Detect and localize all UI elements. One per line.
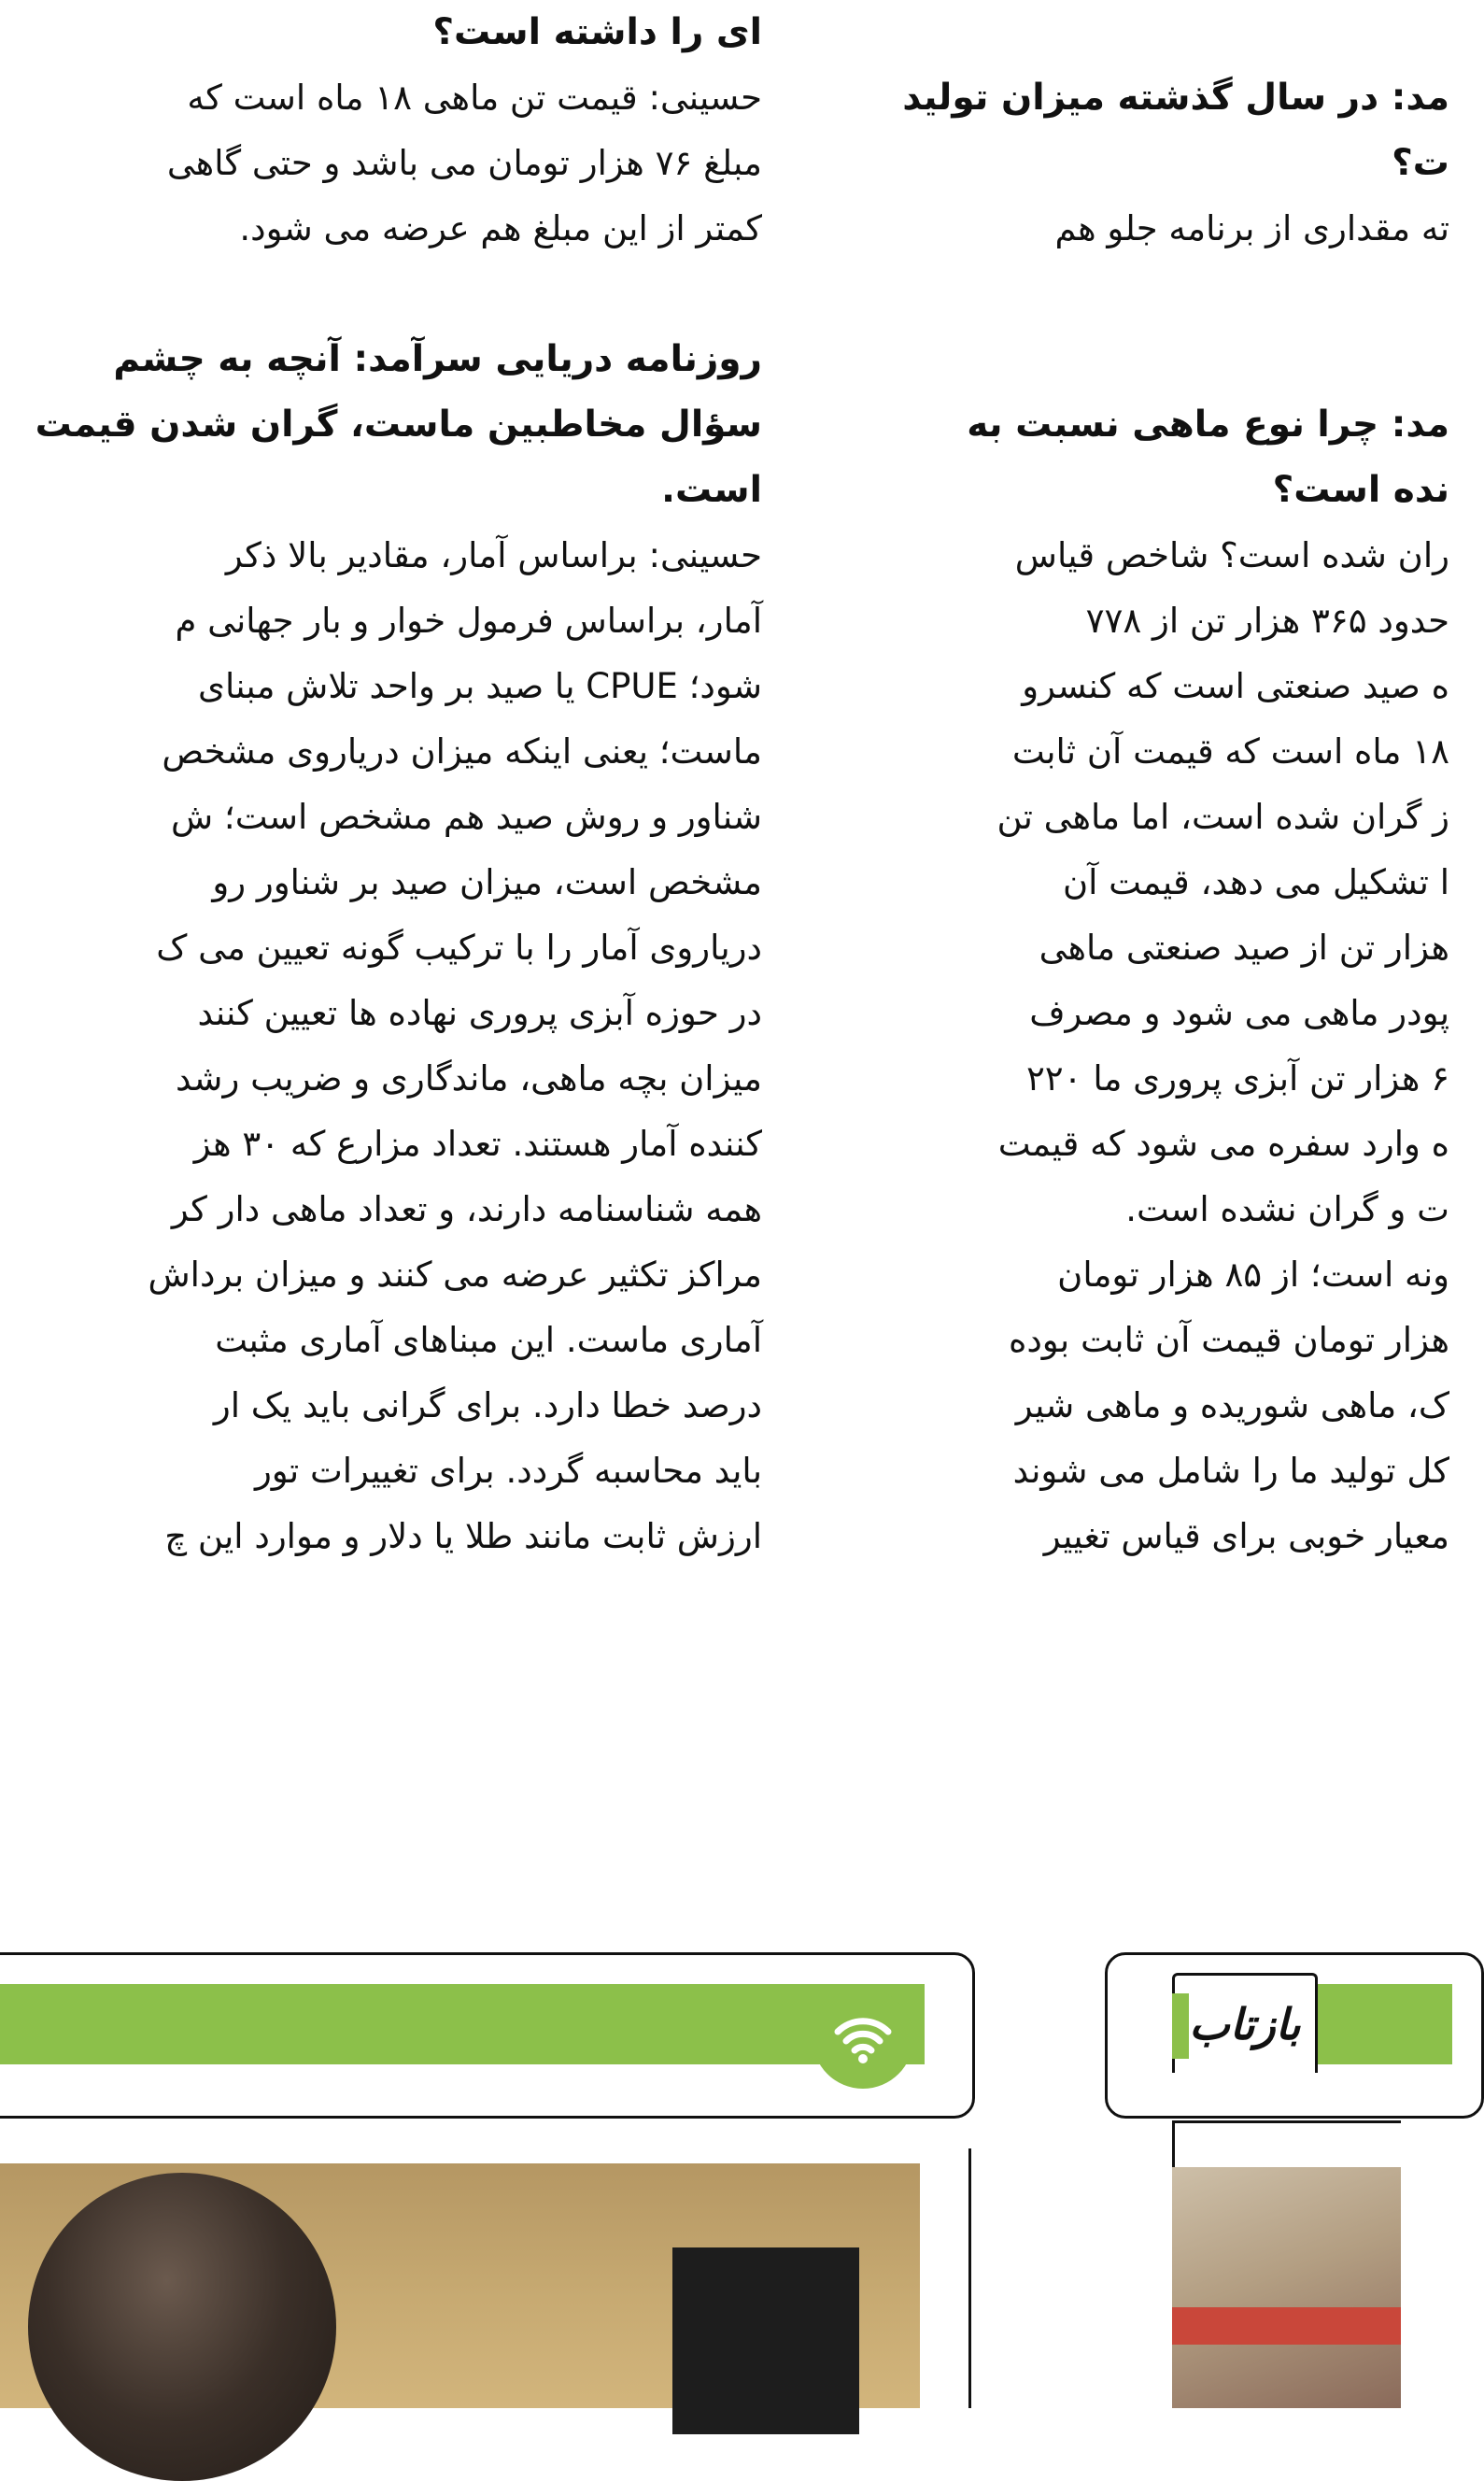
body-line: باید محاسبه گردد. برای تغییرات تور — [254, 1451, 762, 1491]
body-line: در حوزه آبزی پروری نهاده ها تعیین کنند — [197, 993, 762, 1033]
paragraph-gap — [852, 0, 1449, 65]
body-line: حدود ۳۶۵ هزار تن از ۷۷۸ — [1085, 601, 1449, 641]
wifi-icon — [830, 2006, 896, 2071]
paragraph-gap — [852, 327, 1449, 392]
article-column-right — [852, 0, 1449, 1569]
brand-tab — [1172, 1973, 1318, 2073]
question-line: ای را داشته است؟ — [432, 11, 762, 53]
body-line: ۱۸ ماه است که قیمت آن ثابت — [1011, 731, 1449, 772]
question-line: ت؟ — [1392, 142, 1449, 184]
divider-line — [1172, 2120, 1401, 2123]
body-line: ران شده است؟ شاخص قیاس — [1014, 535, 1449, 575]
body-line: کننده آمار هستند. تعداد مزارع که ۳۰ هز — [193, 1124, 762, 1164]
question-line: نده است؟ — [1272, 469, 1449, 511]
photo-detail — [1172, 2307, 1401, 2345]
body-line: مشخص است، میزان صید بر شناور رو — [212, 862, 762, 902]
photo-portrait — [0, 2163, 920, 2408]
body-line: معیار خوبی برای قیاس تغییر — [1043, 1516, 1449, 1556]
body-line: ماست؛ یعنی اینکه میزان دریاروی مشخص — [162, 731, 762, 772]
photo-background-object — [672, 2247, 859, 2434]
body-line: مراکز تکثیر عرضه می کنند و میزان برداش — [148, 1255, 762, 1295]
question-line: روزنامه دریایی سرآمد: آنچه به چشم — [113, 338, 762, 380]
body-line: کمتر از این مبلغ هم عرضه می شود. — [239, 208, 762, 248]
photo-subject — [28, 2173, 336, 2481]
question-line: مد: در سال گذشته میزان تولید — [902, 77, 1449, 119]
body-line: ته مقداری از برنامه جلو هم — [1054, 208, 1449, 248]
brand-stripe — [1172, 1993, 1189, 2059]
body-line: پودر ماهی می شود و مصرف — [1029, 993, 1449, 1033]
body-line: ه صید صنعتی است که کنسرو — [1022, 666, 1449, 706]
photo-thumbnail — [1172, 2167, 1401, 2408]
wifi-icon-badge — [813, 1988, 913, 2089]
body-line: ت و گران نشده است. — [1125, 1189, 1449, 1229]
body-line: میزان بچه ماهی، ماندگاری و ضریب رشد — [176, 1058, 762, 1099]
body-line: کل تولید ما را شامل می شوند — [1012, 1451, 1449, 1491]
body-line: ۶ هزار تن آبزی پروری ما ۲۲۰ — [1025, 1058, 1449, 1099]
body-line: دریاروی آمار را با ترکیب گونه تعیین می ک — [156, 928, 762, 968]
body-line: شناور و روش صید هم مشخص است؛ ش — [171, 797, 762, 837]
divider-line — [968, 2148, 971, 2408]
article-column-left — [0, 0, 762, 1569]
body-line: آماری ماست. این مبناهای آماری مثبت — [215, 1320, 762, 1360]
body-line: هزار تن از صید صنعتی ماهی — [1039, 928, 1449, 968]
paragraph-gap — [852, 262, 1449, 327]
body-line: درصد خطا دارد. برای گرانی باید یک ار — [213, 1385, 762, 1425]
body-line: حسینی: براساس آمار، مقادیر بالا ذکر — [225, 535, 762, 575]
question-line: مد: چرا نوع ماهی نسبت به — [967, 404, 1449, 446]
body-line: ا تشکیل می دهد، قیمت آن — [1062, 862, 1449, 902]
question-line: است. — [661, 469, 762, 511]
paragraph-gap — [0, 262, 762, 327]
body-line: همه شناسنامه دارند، و تعداد ماهی دار کر — [171, 1189, 762, 1229]
brand-logo: بازتاب — [1189, 1999, 1301, 2049]
body-line: ک، ماهی شوریده و ماهی شیر — [1015, 1385, 1449, 1425]
body-line: ونه است؛ از ۸۵ هزار تومان — [1057, 1255, 1449, 1295]
body-line: شود؛ CPUE یا صید بر واحد تلاش مبنای — [198, 666, 762, 706]
question-line: سؤال مخاطبین ماست، گران شدن قیمت — [35, 404, 762, 446]
section-banner-left — [0, 1984, 925, 2064]
body-line: آمار، براساس فرمول خوار و بار جهانی م — [175, 601, 762, 641]
body-line: هزار تومان قیمت آن ثابت بوده — [1008, 1320, 1449, 1360]
body-line: مبلغ ۷۶ هزار تومان می باشد و حتی گاهی — [166, 143, 762, 183]
body-line: حسینی: قیمت تن ماهی ۱۸ ماه است که — [187, 78, 762, 118]
body-line: ارزش ثابت مانند طلا یا دلار و موارد این چ — [164, 1516, 762, 1556]
body-line: ز گران شده است، اما ماهی تن — [996, 797, 1449, 837]
body-line: ه وارد سفره می شود که قیمت — [997, 1124, 1449, 1164]
